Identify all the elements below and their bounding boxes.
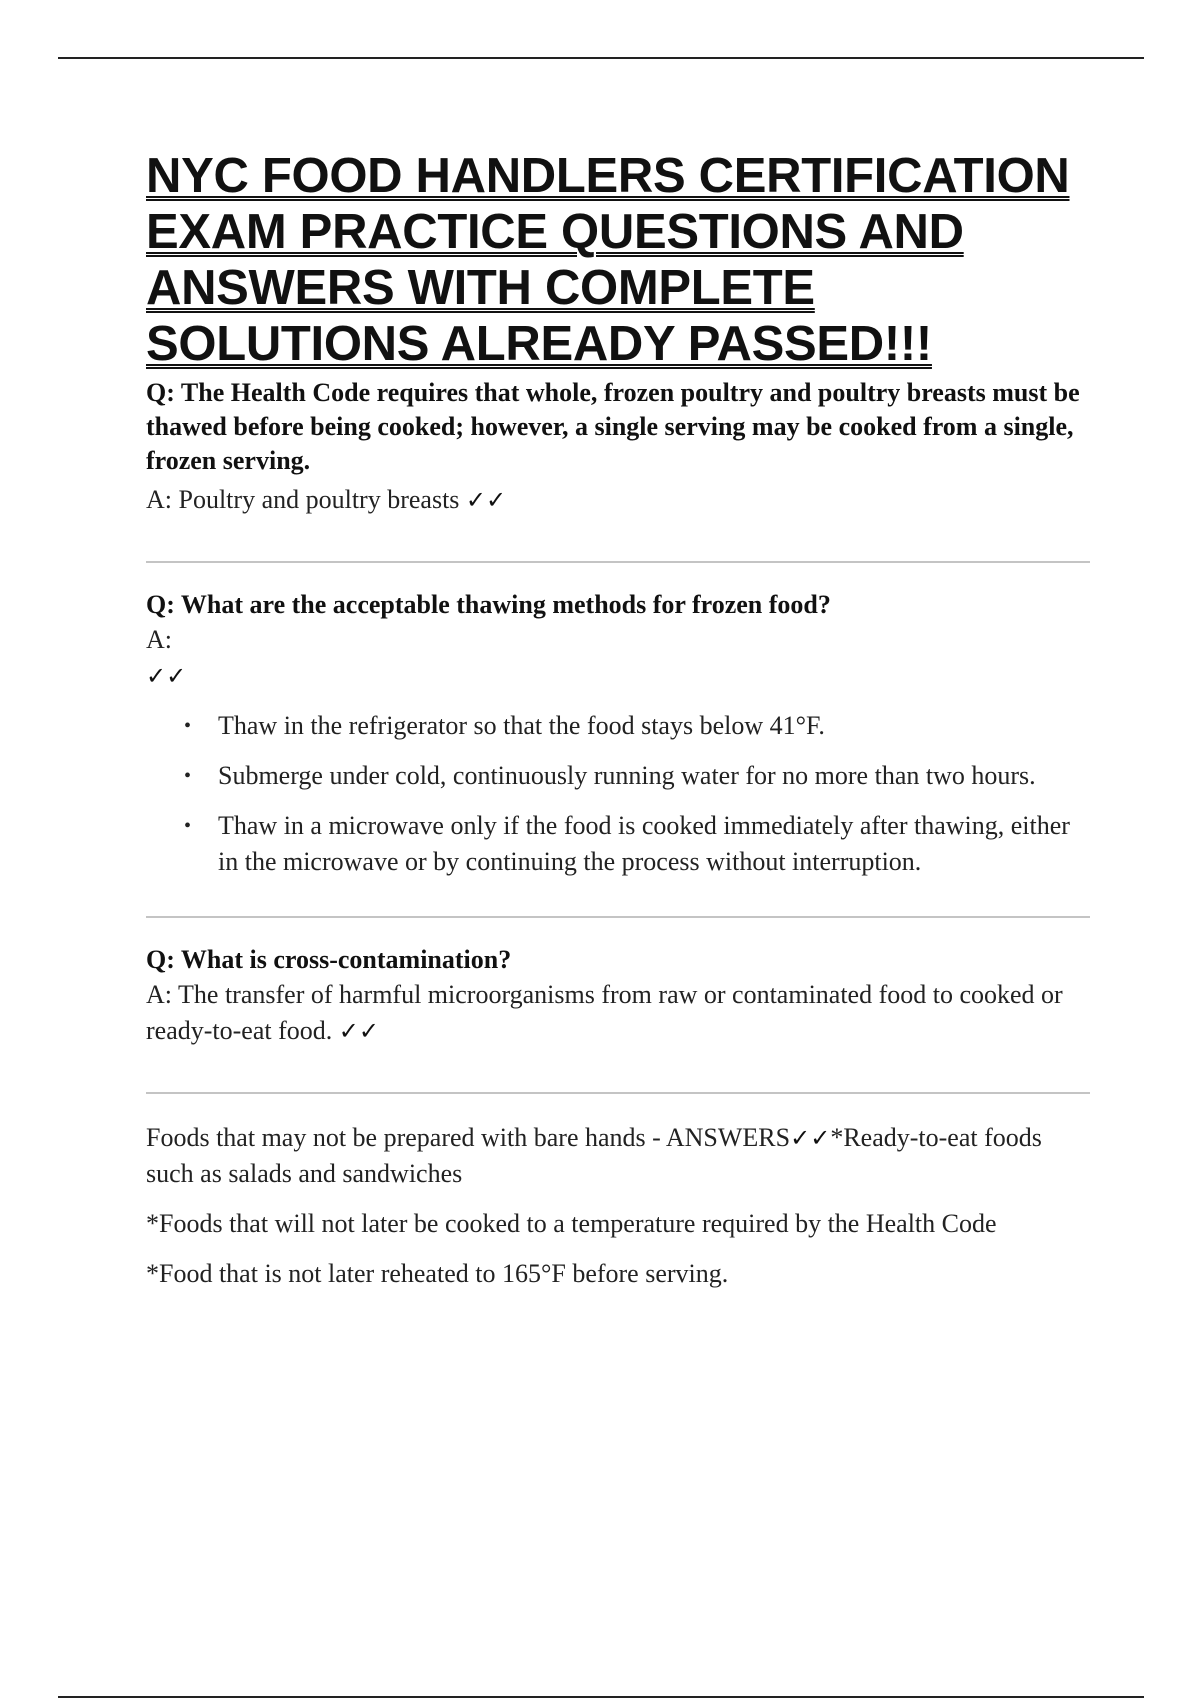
page-top-rule [58,57,1144,59]
section-divider [146,1092,1090,1094]
section-divider [146,561,1090,563]
bare-hands-lead: Foods that may not be prepared with bare hands - ANSWERS [146,1123,791,1152]
document-title: NYC FOOD HANDLERS CERTIFICATION EXAM PRACTICE QUESTIONS AND ANSWERS WITH COMPLETE SOLUTIONS ALREADY PASSED!!! [146,149,1070,371]
answer-1-text: A: Poultry and poultry breasts [146,485,460,514]
question-2: Q: What are the acceptable thawing methods for frozen food? [146,590,831,619]
bare-hands-paragraph [146,1120,1090,1192]
answer-3 [146,977,1090,1049]
list-item: • Submerge under cold, continuously running water for no more than two hours. [218,758,1090,794]
list-item: • Thaw in the refrigerator so that the food stays below 41°F. [218,708,1090,744]
answer-2: A: [146,625,172,654]
bare-hands-item: *Food that is not later reheated to 165°F before serving. [146,1259,729,1288]
double-check-icon: ✓✓ [465,486,507,514]
double-check-icon: ✓✓ [338,1017,379,1045]
bare-hands-first-item: *Ready-to-eat foods such as salads and sandwiches [146,1123,1042,1188]
question-3: Q: What is cross-contamination? [146,945,512,974]
double-check-icon: ✓✓ [790,1124,831,1152]
question-1: Q: The Health Code requires that whole, frozen poultry and poultry breasts must be thawed before being cooked; however, a single serving may be cooked from a single, frozen serving. [146,378,1080,475]
section-divider [146,916,1090,918]
double-check-icon: ✓✓ [146,662,187,690]
bare-hands-item: *Foods that will not later be cooked to a temperature required by the Health Code [146,1209,997,1238]
document-body [146,148,1090,1292]
list-item: • Thaw in a microwave only if the food is cooked immediately after thawing, either in the microwave or by continuing the process without interruption. [218,808,1090,880]
answer-3-text: A: The transfer of harmful microorganisms from raw or contaminated food to cooked or ready-to-eat food. [146,980,1063,1045]
answer-1 [146,482,1090,518]
answer-2-check [146,658,1090,694]
thawing-methods-list [146,708,1090,880]
page-bottom-rule [58,1696,1144,1698]
